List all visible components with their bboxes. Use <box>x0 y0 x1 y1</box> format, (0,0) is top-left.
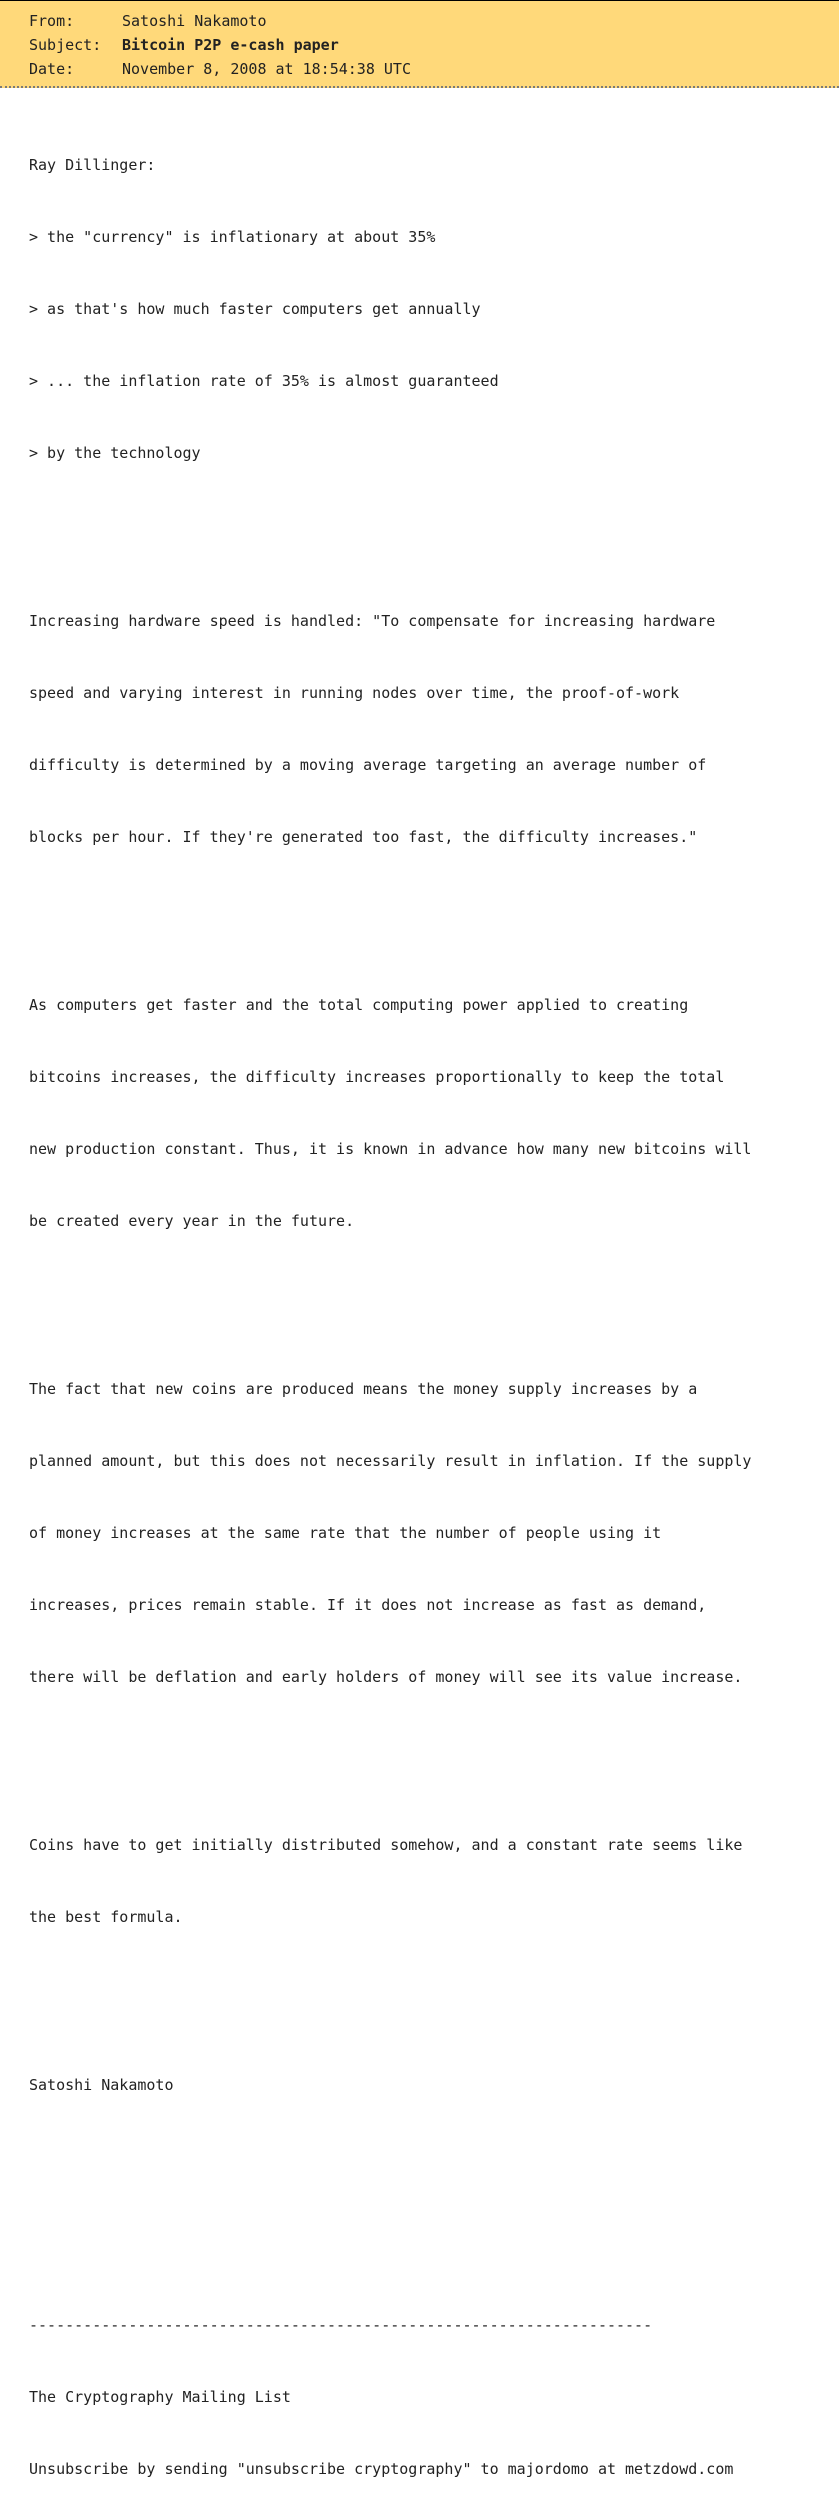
quote-attribution: Ray Dillinger: <box>29 156 156 174</box>
paragraph-3-line: there will be deflation and early holders of money will see its value increase. <box>29 1668 743 1686</box>
paragraph-gap <box>29 2217 839 2241</box>
from-label: From: <box>29 12 75 30</box>
paragraph-3-line: planned amount, but this does not necessarily result in inflation. If the supply <box>29 1452 752 1470</box>
paragraph-2-line: bitcoins increases, the difficulty increases proportionally to keep the total <box>29 1068 725 1086</box>
subject-value: Bitcoin P2P e-cash paper <box>122 36 339 54</box>
date-row <box>29 57 839 81</box>
email-header <box>0 0 839 88</box>
paragraph-gap <box>29 2145 839 2169</box>
subject-row <box>29 33 839 57</box>
footer-separator: --------------------------------------------------------------------- <box>29 2316 653 2334</box>
quote-line: > ... the inflation rate of 35% is almost guaranteed <box>29 372 499 390</box>
paragraph-3-line: of money increases at the same rate that the number of people using it <box>29 1524 662 1542</box>
paragraph-3-line: increases, prices remain stable. If it does not increase as fast as demand, <box>29 1596 707 1614</box>
paragraph-2-line: new production constant. Thus, it is known in advance how many new bitcoins will <box>29 1140 752 1158</box>
from-value: Satoshi Nakamoto <box>122 12 267 30</box>
quote-line: > as that's how much faster computers get annually <box>29 300 481 318</box>
from-row <box>29 9 839 33</box>
paragraph-4-line: the best formula. <box>29 1908 183 1926</box>
quote-line: > by the technology <box>29 444 201 462</box>
unsubscribe-note: Unsubscribe by sending "unsubscribe cryptography" to majordomo at metzdowd.com <box>29 2460 734 2478</box>
paragraph-1-line: blocks per hour. If they're generated too fast, the difficulty increases." <box>29 828 698 846</box>
quote-line: > the "currency" is inflationary at about 35% <box>29 228 436 246</box>
paragraph-2-line: be created every year in the future. <box>29 1212 355 1230</box>
mailing-list-name: The Cryptography Mailing List <box>29 2388 291 2406</box>
email-body <box>0 88 839 2505</box>
paragraph-2-line: As computers get faster and the total computing power applied to creating <box>29 996 689 1014</box>
paragraph-4-line: Coins have to get initially distributed somehow, and a constant rate seems like <box>29 1836 743 1854</box>
paragraph-1-line: difficulty is determined by a moving average targeting an average number of <box>29 756 707 774</box>
subject-label: Subject: <box>29 36 102 54</box>
paragraph-1-line: Increasing hardware speed is handled: "To compensate for increasing hardware <box>29 612 716 630</box>
paragraph-gap <box>29 1977 839 2001</box>
paragraph-gap <box>29 1737 839 1761</box>
date-value: November 8, 2008 at 18:54:38 UTC <box>122 60 411 78</box>
paragraph-gap <box>29 513 839 537</box>
paragraph-gap <box>29 1281 839 1305</box>
paragraph-1-line: speed and varying interest in running nodes over time, the proof-of-work <box>29 684 680 702</box>
date-label: Date: <box>29 60 75 78</box>
paragraph-3-line: The fact that new coins are produced means the money supply increases by a <box>29 1380 698 1398</box>
paragraph-gap <box>29 897 839 921</box>
signature: Satoshi Nakamoto <box>29 2076 174 2094</box>
